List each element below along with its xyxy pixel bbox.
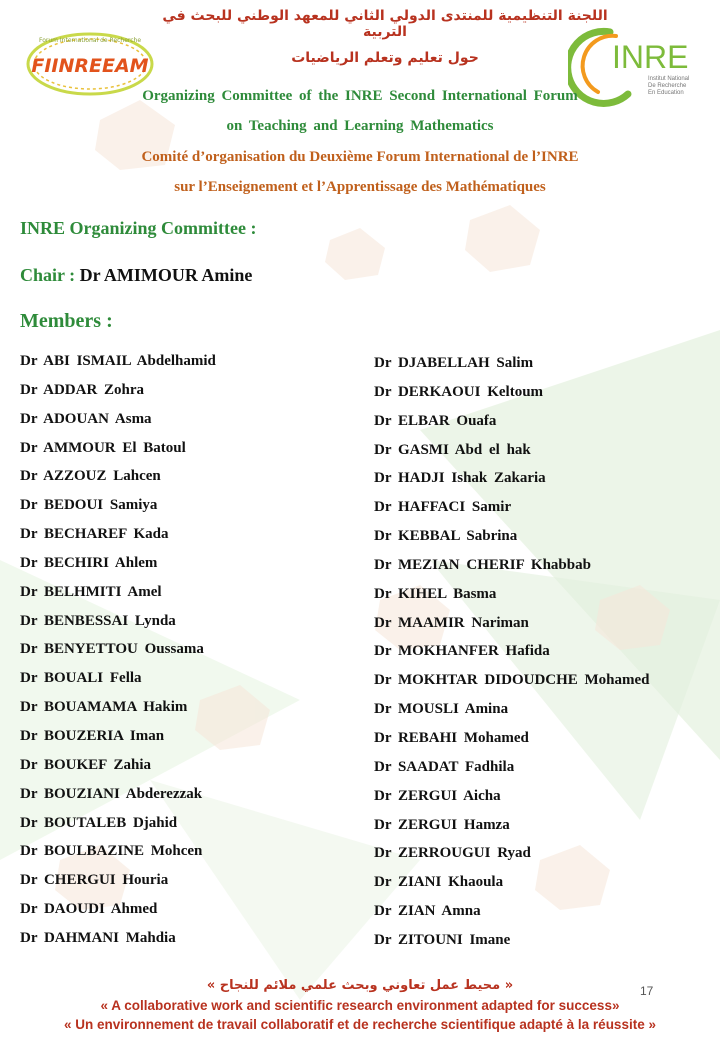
footer-arabic-motto: « محيط عمل تعاوني وبحث علمي ملائم للنجاح »: [206, 978, 514, 993]
member-name: Dr ZIANI Khaoula: [374, 874, 504, 891]
member-name: Dr ADOUAN Asma: [20, 410, 152, 427]
committee-heading: INRE Organizing Committee :: [20, 218, 257, 238]
member-name: Dr AMMOUR El Batoul: [20, 439, 186, 456]
member-name: Dr SAADAT Fadhila: [374, 758, 515, 775]
arabic-title-line-2: حول تعليم وتعلم الرياضيات: [291, 50, 479, 66]
member-name: Dr DAOUDI Ahmed: [20, 901, 158, 918]
member-name: Dr MOKHANFER Hafida: [374, 643, 550, 660]
inre-logo-text: INRE: [612, 39, 689, 75]
member-name: Dr BOUAMAMA Hakim: [20, 699, 188, 716]
member-name: Dr ZIAN Amna: [374, 903, 481, 920]
member-name: Dr ZERGUI Aicha: [374, 787, 501, 804]
member-name: Dr DAHMANI Mahdia: [20, 929, 176, 946]
french-title-line-2: sur l’Enseignement et l’Apprentissage des Mathématiques: [174, 179, 546, 195]
member-name: Dr BECHAREF Kada: [20, 526, 169, 543]
member-name: Dr DERKAOUI Keltoum: [374, 383, 544, 400]
inre-logo-subtitle-line-3: En Education: [648, 90, 684, 96]
member-name: Dr HAFFACI Samir: [374, 499, 512, 516]
member-name: Dr ELBAR Ouafa: [374, 412, 497, 429]
member-name: Dr BENBESSAI Lynda: [20, 612, 176, 629]
member-name: Dr HADJI Ishak Zakaria: [374, 470, 546, 487]
member-name: Dr BEDOUI Samiya: [20, 497, 158, 514]
footer-french-motto: « Un environnement de travail collaboratif et de recherche scientifique adapté à la réussite »: [64, 1017, 656, 1032]
fiinreeam-logo-text: FIINREEAM: [31, 55, 149, 77]
members-heading: Members :: [20, 310, 113, 332]
member-name: Dr ABI ISMAIL Abdelhamid: [20, 353, 216, 369]
members-list-right: [374, 354, 650, 960]
chair-label: Chair :: [20, 265, 76, 285]
members-list-left: [20, 352, 216, 958]
member-name: Dr MOKHTAR DIDOUDCHE Mohamed: [374, 672, 650, 689]
member-name: Dr MAAMIR Nariman: [374, 614, 529, 631]
member-name: Dr DJABELLAH Salim: [374, 355, 534, 371]
inre-logo-subtitle-line-1: Institut National: [648, 76, 690, 82]
chair-name: Dr AMIMOUR Amine: [79, 265, 253, 285]
member-name: Dr REBAHI Mohamed: [374, 729, 529, 746]
english-title-line-1: Organizing Committee of the INRE Second International Forum: [142, 88, 578, 104]
member-name: Dr MEZIAN CHERIF Khabbab: [374, 556, 591, 573]
member-name: Dr KIHEL Basma: [374, 585, 497, 602]
member-name: Dr ZERGUI Hamza: [374, 816, 510, 833]
arabic-title-line-1: اللجنة التنظيمية للمنتدى الدولي الثاني للمعهد الوطني للبحث في التربية: [162, 8, 608, 40]
inre-logo-subtitle-line-2: De Recherche: [648, 83, 687, 89]
member-name: Dr BOUKEF Zahia: [20, 756, 152, 773]
member-name: Dr BOUTALEB Djahid: [20, 814, 178, 831]
member-name: Dr ZERROUGUI Ryad: [374, 845, 531, 862]
member-name: Dr BECHIRI Ahlem: [20, 554, 158, 571]
member-name: Dr BOUZERIA Iman: [20, 727, 165, 744]
page-number: 17: [640, 984, 654, 998]
chair-row: [20, 265, 252, 286]
english-title-line-2: on Teaching and Learning Mathematics: [226, 118, 494, 134]
footer-english-motto: « A collaborative work and scientific research environment adapted for success»: [100, 998, 620, 1013]
fiinreeam-logo-ring-text: Forum International de Recherche: [38, 37, 142, 44]
member-name: Dr KEBBAL Sabrina: [374, 528, 518, 545]
member-name: Dr ADDAR Zohra: [20, 381, 145, 398]
member-name: Dr BOUALI Fella: [20, 670, 142, 687]
member-name: Dr BOULBAZINE Mohcen: [20, 843, 203, 860]
member-name: Dr ZITOUNI Imane: [374, 931, 511, 948]
member-name: Dr CHERGUI Houria: [20, 872, 169, 889]
french-title-line-1: Comité d’organisation du Deuxième Forum International de l’INRE: [141, 149, 579, 165]
member-name: Dr AZZOUZ Lahcen: [20, 468, 161, 485]
member-name: Dr GASMI Abd el hak: [374, 441, 531, 458]
member-name: Dr MOUSLI Amina: [374, 701, 509, 718]
member-name: Dr BENYETTOU Oussama: [20, 641, 204, 658]
member-name: Dr BELHMITI Amel: [20, 583, 162, 600]
member-name: Dr BOUZIANI Abderezzak: [20, 785, 203, 802]
